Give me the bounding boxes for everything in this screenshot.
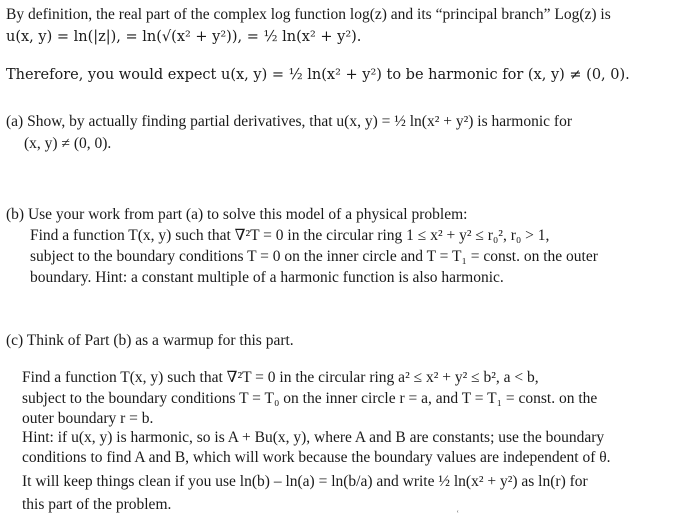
- part-a-line-1: (a) Show, by actually finding partial derivatives, that u(x, y) = ½ ln(x² + y²) is harmonic for: [6, 113, 572, 130]
- part-c-line-2: Find a function T(x, y) such that ∇²T = 0 in the circular ring a² ≤ x² + y² ≤ b², a < b,: [22, 369, 539, 386]
- part-c-line-3: subject to the boundary conditions T = T₀ on the inner circle r = a, and T = T₁ = const. on the: [22, 390, 598, 407]
- intro-line-1: By definition, the real part of the complex log function log(z) and its “principal branch” Log(z) is: [6, 6, 611, 23]
- intro-line-3: Therefore, you would expect u(x, y) = ½ ln(x² + y²) to be harmonic for (x, y) ≠ (0, 0).: [6, 67, 630, 83]
- intro-line-2: u(x, y) = ln(|z|), = ln(√(x² + y²)), = ½ ln(x² + y²).: [6, 29, 362, 45]
- part-a-line-2: (x, y) ≠ (0, 0).: [24, 135, 112, 152]
- part-c-line-7: It will keep things clean if you use ln(b) – ln(a) = ln(b/a) and write ½ ln(x² + y²) as ln(r) for: [22, 473, 588, 490]
- part-b-line-4: boundary. Hint: a constant multiple of a harmonic function is also harmonic.: [30, 269, 504, 286]
- part-c-line-8: this part of the problem.: [22, 496, 172, 513]
- part-c-line-6: conditions to find A and B, which will work because the boundary values are independent of θ.: [22, 449, 611, 466]
- part-b-line-1: (b) Use your work from part (a) to solve this model of a physical problem:: [6, 206, 468, 223]
- part-c-line-4: outer boundary r = b.: [22, 410, 154, 427]
- stray-pen-mark: ʿ: [456, 510, 460, 521]
- part-c-line-5: Hint: if u(x, y) is harmonic, so is A + Bu(x, y), where A and B are constants; use the boundary: [22, 429, 605, 446]
- part-c-line-1: (c) Think of Part (b) as a warmup for this part.: [6, 332, 294, 349]
- part-b-line-2: Find a function T(x, y) such that ∇²T = 0 in the circular ring 1 ≤ x² + y² ≤ r₀², r₀ > 1,: [30, 227, 550, 244]
- part-b-line-3: subject to the boundary conditions T = 0 on the inner circle and T = T₁ = const. on the outer: [30, 248, 598, 265]
